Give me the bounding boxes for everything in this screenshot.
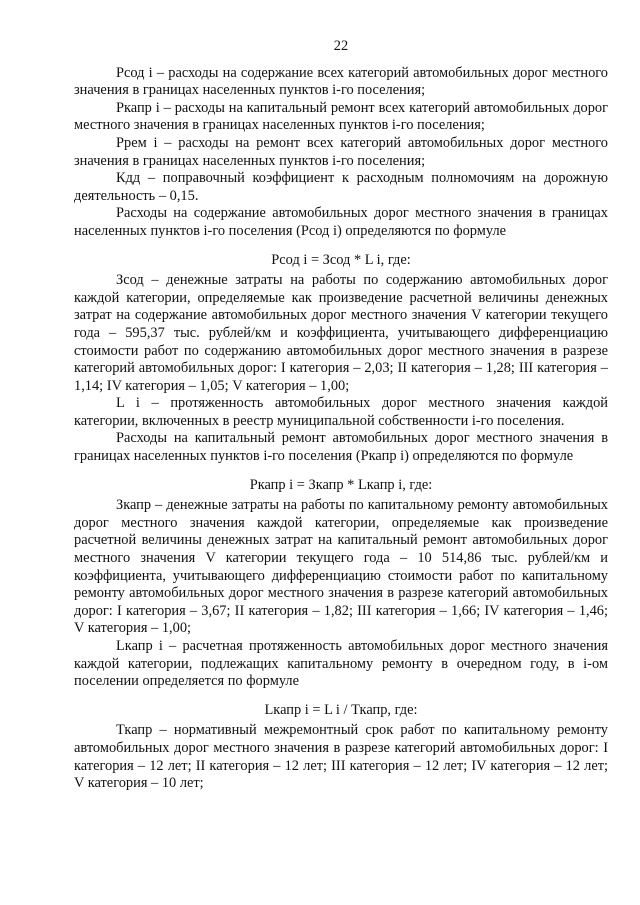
definition-zsod: Зсод – денежные затраты на работы по содержанию автомобильных дорог каждой категории, определяемые как произведение расчетной величины денежных затрат на содержание автомобильных дорог местного значения V категории текущего года – 595,37 тыс. рублей/км и коэффициента, учитывающего дифференциацию стоимости работ по содержанию автомобильных дорог местного значения в разрезе категорий автомобильных дорог: I категория – 2,03; II категория – 1,28; III категория – 1,14; IV категория – 1,05; V категория – 1,00; (74, 272, 608, 394)
definition-rrem: Ррем i – расходы на ремонт всех категорий автомобильных дорог местного значения в границах населенных пунктов i-го поселения; (74, 134, 608, 169)
definition-lkapr: Lкапр i – расчетная протяженность автомобильных дорог местного значения каждой категории, подлежащих капитальному ремонту в очередном году, в i-ом поселении определяется по формуле (74, 638, 608, 690)
definition-rkapr: Ркапр i – расходы на капитальный ремонт всех категорий автомобильных дорог местного значения в границах населенных пунктов i-го поселения; (74, 99, 608, 134)
definition-kdd: Кдд – поправочный коэффициент к расходным полномочиям на дорожную деятельность – 0,15. (74, 170, 608, 204)
formula-lkapr: Lкапр i = L i / Ткапр, где: (264, 701, 418, 718)
formula-rsod: Рсод i = Зсод * L i, где: (271, 251, 411, 268)
paragraph-rsod-intro: Расходы на содержание автомобильных дорог местного значения в границах населенных пунктов i-го поселения (Рсод i) определяются по формуле (74, 205, 608, 239)
definition-zkapr: Зкапр – денежные затраты на работы по капитальному ремонту автомобильных дорог местного значения каждой категории, определяемые как произведение расчетной величины денежных затрат на капитальный ремонт автомобильных дорог местного значения V категории текущего года – 10 514,86 тыс. рублей/км и коэффициента, учитывающего дифференциацию стоимости работ по капитальному ремонту автомобильных дорог местного значения в разрезе категорий автомобильных дорог: I категория – 3,67; II категория – 1,82; III категория – 1,66; IV категория – 1,46; V категория – 1,00; (74, 497, 608, 637)
page-number: 22 (333, 38, 349, 54)
definition-tkapr: Ткапр – нормативный межремонтный срок работ по капитальному ремонту автомобильных дорог местного значения в разрезе категорий автомобильных дорог: I категория – 12 лет; II категория – 12 лет; III категория – 12 лет; IV категория – 12 лет; V категория – 10 лет; (74, 722, 608, 792)
definition-li: L i – протяженность автомобильных дорог местного значения каждой категории, включенных в реестр муниципальной собственности i-го поселения. (74, 395, 608, 429)
definition-rsod: Рсод i – расходы на содержание всех категорий автомобильных дорог местного значения в границах населенных пунктов i-го поселения; (74, 64, 608, 99)
formula-rkapr: Ркапр i = Зкапр * Lкапр i, где: (249, 476, 433, 493)
paragraph-rkapr-intro: Расходы на капитальный ремонт автомобильных дорог местного значения в границах населенных пунктов i-го поселения (Ркапр i) определяются по формуле (74, 430, 608, 465)
